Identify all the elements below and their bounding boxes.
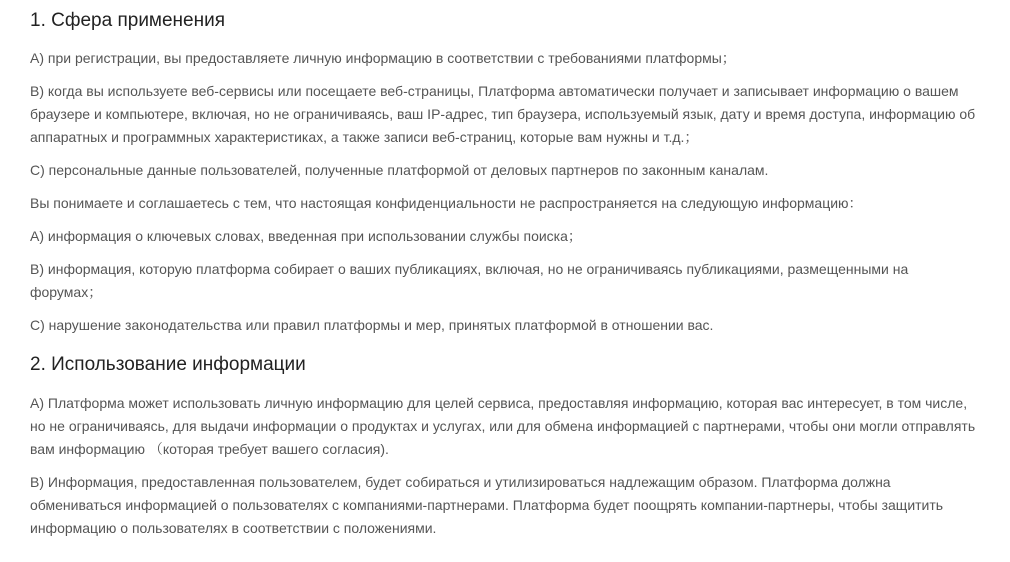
scope-item-a: A) при регистрации, вы предоставляете личную информацию в соответствии с требованиями платформы； (30, 50, 736, 66)
scope-item-b: B) когда вы используете веб-сервисы или посещаете веб-страницы, Платформа автоматически получает и записывает информацию о вашем браузере и компьютере, включая, но не ограничиваясь, ваш IP-адрес, тип браузера, используемый язык, дату и время доступа, информацию об аппаратных и программных характеристиках, а также записи веб-страниц, которые вам нужны и т.д.； (30, 83, 976, 145)
exclusion-item-a: A) информация о ключевых словах, введенная при использовании службы поиска； (30, 228, 582, 244)
usage-item-a: A) Платформа может использовать личную информацию для целей сервиса, предоставляя информацию, которая вас интересует, в том числе, но не ограничиваясь, для выдачи информации о продуктах и услугах, или для обмена информацией с партнерами, чтобы они могли отправлять вам информацию （которая требует вашего согласия). (30, 395, 976, 457)
section-usage-body (30, 392, 984, 540)
section-title-scope: 1. Сфера применения (30, 10, 226, 31)
exclusion-item-b: B) информация, которую платформа собирает о ваших публикациях, включая, но не ограничиваясь публикациями, размещенными на форумах； (30, 261, 909, 300)
section-scope-body (30, 47, 984, 337)
usage-item-b: B) Информация, предоставленная пользователем, будет собираться и утилизироваться надлежащим образом. Платформа должна обмениваться информацией о пользователях с компаниями-партнерами. Платформа будет поощрять компании-партнеры, чтобы защитить информацию о пользователях в соответствии с положениями. (30, 474, 944, 536)
scope-item-c: C) персональные данные пользователей, полученные платформой от деловых партнеров по законным каналам. (30, 162, 769, 178)
section-title-usage: 2. Использование информации (30, 354, 306, 375)
scope-exclusion-intro: Вы понимаете и соглашаетесь с тем, что настоящая конфиденциальности не распространяется на следующую информацию： (30, 195, 863, 211)
exclusion-item-c: C) нарушение законодательства или правил платформы и мер, принятых платформой в отношении вас. (30, 317, 714, 333)
